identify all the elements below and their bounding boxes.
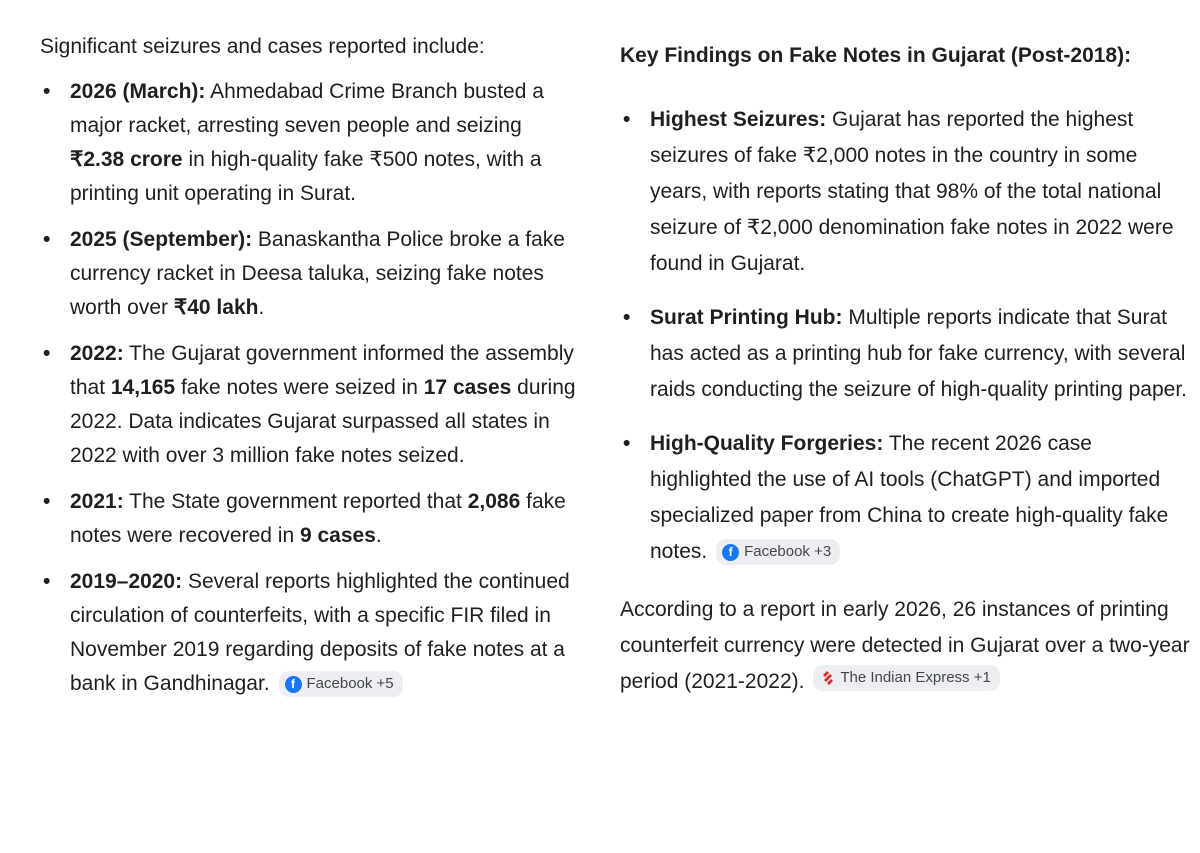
list-item: • Highest Seizures: Gujarat has reported the highest seizures of fake ₹2,000 notes in the country in some years, with reports stating that 98% of the total national seizure of ₹2,000 denomination fake notes in 2022 were found in Gujarat. — [620, 102, 1190, 282]
source-chip-label: Facebook +3 — [744, 543, 832, 560]
summary-paragraph: According to a report in early 2026, 26 instances of printing counterfeit currency were detected in Gujarat over a two-year period (2021-2022). The Indian Express +1 — [620, 592, 1190, 700]
item-year: 2019–2020: — [70, 570, 183, 593]
facebook-icon: f — [285, 676, 302, 693]
bullet-icon: • — [43, 342, 51, 365]
item-year: 2025 (September): — [70, 228, 253, 251]
list-item: • 2019–2020: Several reports highlighted the continued circulation of counterfeits, with a specific FIR filed in November 2019 regarding deposits of fake notes at a bank in Gandhinagar. f Facebook +5 — [40, 565, 580, 701]
bullet-icon: • — [623, 108, 631, 131]
item-title: High-Quality Forgeries: — [650, 432, 884, 455]
source-chip-facebook[interactable] — [716, 539, 840, 565]
list-item: • 2022: The Gujarat government informed the assembly that 14,165 fake notes were seized in 17 cases during 2022. Data indicates Gujarat surpassed all states in 2022 with over 3 million fake notes seized. — [40, 337, 580, 473]
right-column — [620, 0, 1190, 700]
bullet-icon: • — [623, 432, 631, 455]
facebook-icon: f — [722, 544, 739, 561]
bullet-icon: • — [43, 490, 51, 513]
bullet-icon: • — [43, 570, 51, 593]
left-column — [40, 0, 580, 701]
bullet-icon: • — [43, 80, 51, 103]
findings-list — [620, 102, 1190, 570]
list-item: • High-Quality Forgeries: The recent 2026 case highlighted the use of AI tools (ChatGPT) and imported specialized paper from China to create high-quality fake notes. f Facebook +3 — [620, 426, 1190, 570]
item-title: Surat Printing Hub: — [650, 306, 843, 329]
indian-express-icon — [819, 670, 835, 686]
item-year: 2022: — [70, 342, 124, 365]
bullet-icon: • — [623, 306, 631, 329]
source-chip-facebook[interactable] — [279, 671, 403, 697]
source-chip-indian-express[interactable] — [813, 665, 1000, 691]
list-item: • 2025 (September): Banaskantha Police broke a fake currency racket in Deesa taluka, seizing fake notes worth over ₹40 lakh. — [40, 223, 580, 325]
list-item: • Surat Printing Hub: Multiple reports indicate that Surat has acted as a printing hub for fake currency, with several raids conducting the seizure of high-quality printing paper. — [620, 300, 1190, 408]
bullet-icon: • — [43, 228, 51, 251]
list-item: • 2021: The State government reported that 2,086 fake notes were recovered in 9 cases. — [40, 485, 580, 553]
seizure-list — [40, 75, 580, 701]
list-item: • 2026 (March): Ahmedabad Crime Branch busted a major racket, arresting seven people and seizing ₹2.38 crore in high-quality fake ₹500 notes, with a printing unit operating in Surat. — [40, 75, 580, 211]
source-chip-label: Facebook +5 — [306, 675, 394, 692]
source-chip-label: The Indian Express +1 — [840, 669, 991, 686]
item-title: Highest Seizures: — [650, 108, 827, 131]
intro-text: Significant seizures and cases reported include: — [40, 35, 485, 58]
item-year: 2021: — [70, 490, 124, 513]
section-heading: Key Findings on Fake Notes in Gujarat (Post-2018): — [620, 44, 1132, 67]
item-year: 2026 (March): — [70, 80, 206, 103]
